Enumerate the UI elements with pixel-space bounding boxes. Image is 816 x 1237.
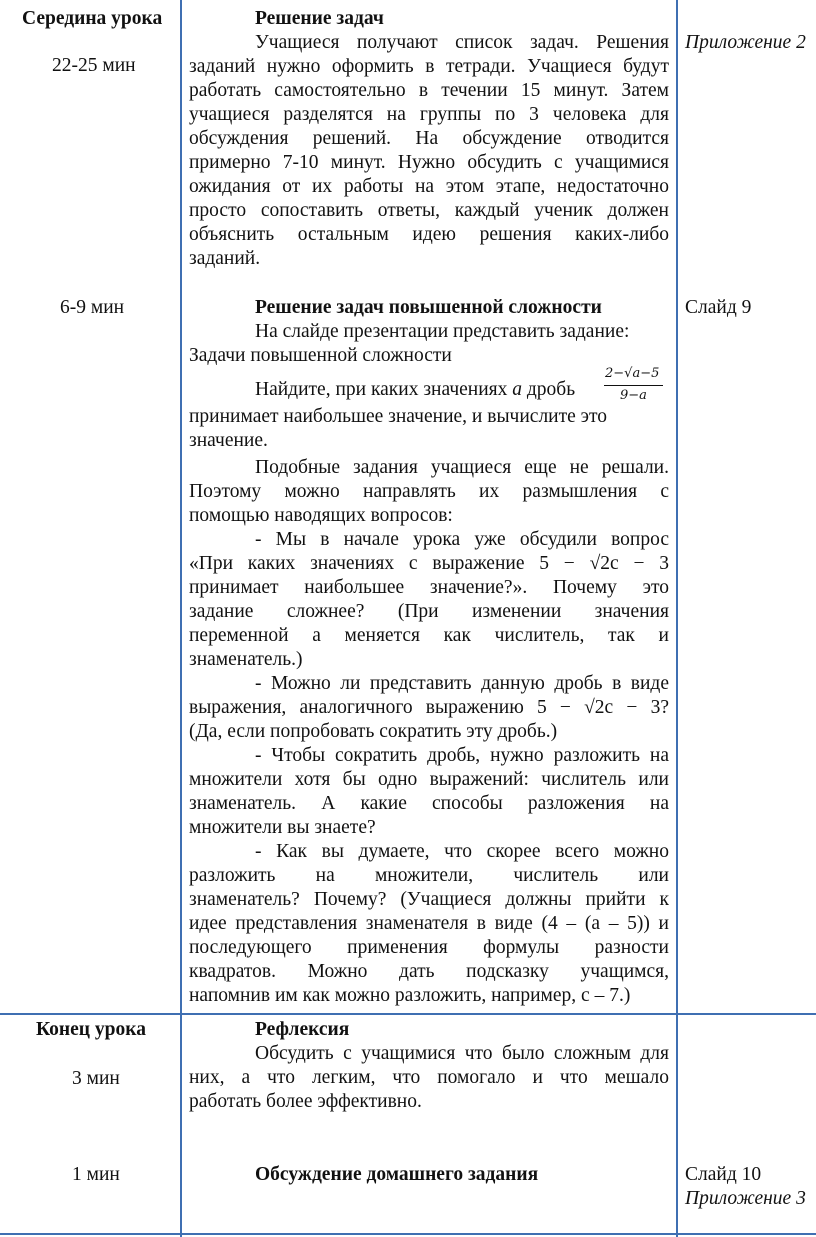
guidance-line: знаменатель. А какие способы разложения на	[189, 793, 669, 814]
table-bottom-border	[0, 1233, 816, 1235]
guidance-line: напомнив им как можно разложить, например, с – 7.)	[189, 985, 631, 1006]
task2-intro: На слайде презентации представить задание:	[255, 321, 630, 342]
guidance-line: множители хотя бы одно выражений: числитель или	[189, 769, 669, 790]
guidance-line: - Как вы думаете, что скорее всего можно	[255, 841, 669, 862]
guidance-line: знаменатель.)	[189, 649, 303, 670]
stage-middle: Середина урока	[22, 8, 163, 29]
problem-text-pre: Найдите, при каких значениях	[255, 379, 508, 400]
task1-line: учащиеся разделятся на группы по 3 человека для	[189, 104, 669, 125]
task1-title: Решение задач	[255, 8, 384, 29]
fraction-numerator: 2−√a−5	[605, 366, 660, 381]
guidance-line: - Можно ли представить данную дробь в виде	[255, 673, 669, 694]
task1-text	[189, 31, 669, 271]
guidance-line: «При каких значениях с выражение 5 − √2c − 3	[189, 553, 669, 574]
resource-appendix-2: Приложение 2	[685, 32, 806, 53]
problem-variable: а	[512, 379, 523, 400]
task1-line: примерно 7-10 минут. Нужно обсудить с учащимися	[189, 152, 669, 173]
reflection-text	[189, 1042, 669, 1114]
column-divider-2	[676, 0, 678, 1237]
guidance-line: разложить на множители, числитель или	[189, 865, 669, 886]
row-divider	[0, 1013, 816, 1015]
guidance-line: помощью наводящих вопросов:	[189, 505, 453, 526]
guidance-line: (Да, если попробовать сократить эту дробь.)	[189, 721, 558, 742]
guidance-line: задание сложнее? (При изменении значения	[189, 601, 669, 622]
guidance-line: - Мы в начале урока уже обсудили вопрос	[255, 529, 669, 550]
guidance-line: переменной а меняется как числитель, так и	[189, 625, 669, 646]
task1-line: ожидания от их работы на этом этапе, недостаточно	[189, 176, 669, 197]
resource-slide-10: Слайд 10	[685, 1164, 762, 1185]
guidance-line: знаменатель? Почему? (Учащиеся должны прийти к	[189, 889, 669, 910]
problem-line-2: принимает наибольшее значение, и вычислите это	[189, 406, 608, 427]
guidance-line: принимает наибольшее значение?». Почему это	[189, 577, 669, 598]
guidance-text	[189, 456, 669, 1008]
fraction-denominator: 9−a	[620, 388, 647, 403]
stage-end: Конец урока	[36, 1019, 146, 1040]
guidance-line: Поэтому можно направлять их размышления с	[189, 481, 669, 502]
problem-text-post: дробь	[526, 379, 576, 400]
task1-line: просто сопоставить ответы, каждый ученик должен	[189, 200, 669, 221]
task2-subtitle: Задачи повышенной сложности	[189, 345, 452, 366]
resource-appendix-3: Приложение 3	[685, 1188, 806, 1209]
task1-line: заданий.	[189, 248, 261, 269]
time-1-min: 1 мин	[72, 1164, 120, 1185]
guidance-line: множители вы знаете?	[189, 817, 376, 838]
problem-statement	[255, 378, 575, 402]
task1-line: Учащиеся получают список задач. Решения	[255, 32, 669, 53]
reflection-line: них, а что легким, что помогало и что мешало	[189, 1067, 669, 1088]
time-3-min: 3 мин	[72, 1068, 120, 1089]
task1-line: объяснить остальным идею решения каких-либо	[189, 224, 669, 245]
task2-title: Решение задач повышенной сложности	[255, 297, 602, 318]
guidance-line: идее представления знаменателя в виде (4 – (а – 5)) и	[189, 913, 669, 934]
problem-line-3: значение.	[189, 430, 268, 451]
reflection-line: Обсудить с учащимися что было сложным для	[255, 1043, 669, 1064]
column-divider-1	[180, 0, 182, 1237]
task1-line: работать самостоятельно в течении 15 минут. Затем	[189, 80, 669, 101]
task1-line: заданий нужно оформить в тетради. Учащиеся будут	[189, 56, 669, 77]
guidance-line: выражения, аналогичного выражению 5 − √2c − 3?	[189, 697, 669, 718]
reflection-line: работать более эффективно.	[189, 1091, 422, 1112]
guidance-line: последующего применения формулы разности	[189, 937, 669, 958]
fraction-bar	[604, 385, 663, 386]
guidance-line: квадратов. Можно дать подсказку учащимся,	[189, 961, 669, 982]
guidance-line: - Чтобы сократить дробь, нужно разложить на	[255, 745, 669, 766]
time-6-9: 6-9 мин	[60, 297, 125, 318]
guidance-line: Подобные задания учащиеся еще не решали.	[255, 457, 669, 478]
resource-slide-9: Слайд 9	[685, 297, 752, 318]
time-22-25: 22-25 мин	[52, 55, 136, 76]
homework-title: Обсуждение домашнего задания	[255, 1164, 539, 1185]
task1-line: обсуждения решений. На обсуждение отводится	[189, 128, 669, 149]
reflection-title: Рефлексия	[255, 1019, 350, 1040]
